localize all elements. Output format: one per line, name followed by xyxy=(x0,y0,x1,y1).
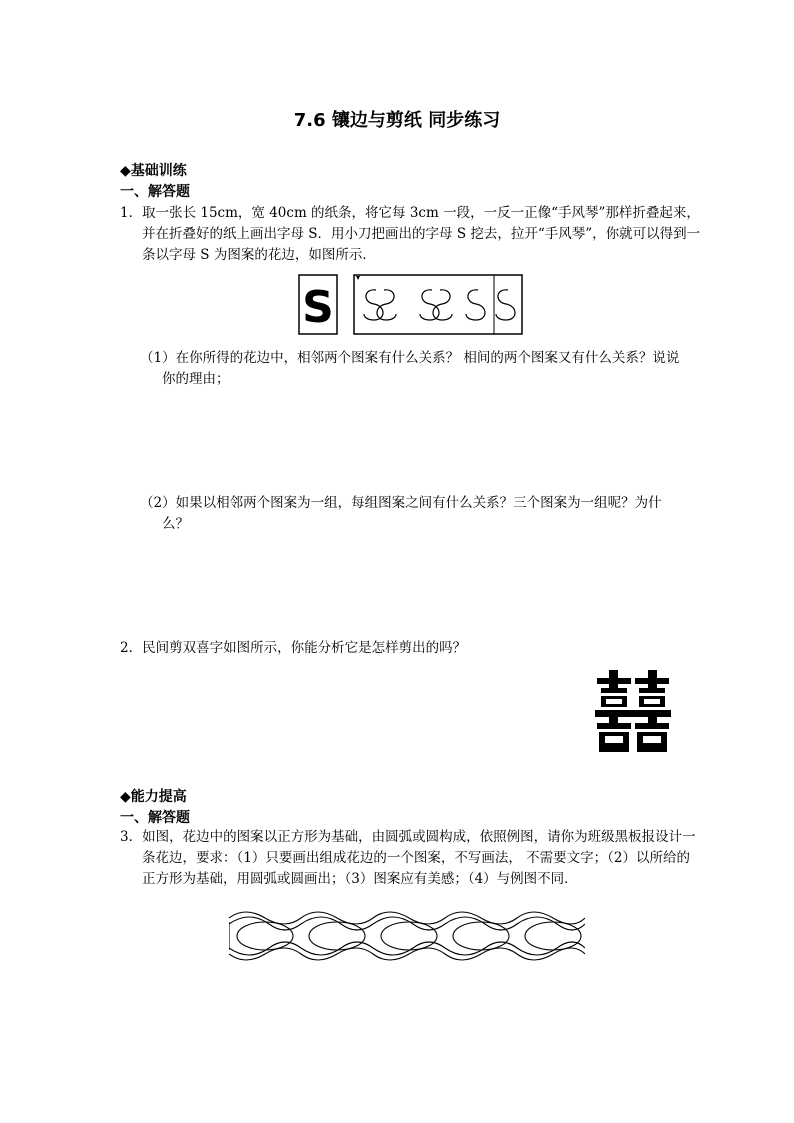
section-subheading-advanced: 一、解答题 xyxy=(120,810,190,826)
question-1-sub-2: （2）如果以相邻两个图案为一组，每组图案之间有什么关系？三个图案为一组呢？为什么？ xyxy=(140,495,662,532)
question-1-text: 1．取一张长 15cm，宽 40cm 的纸条，将它每 3cm 一段，一反一正像“手风琴”那样折叠起来，并在折叠好的纸上画出字母 S．用小刀把画出的字母 S 挖去，拉开“手风琴”，你就可以得到一条以字母 S 为图案的花边，如图所示． xyxy=(120,205,701,263)
double-happiness-figure xyxy=(595,670,671,752)
s-cutout-6 xyxy=(496,290,515,320)
section-heading-basic: ◆基础训练 xyxy=(120,163,187,179)
oval-border-figure xyxy=(229,910,585,962)
strip-marker xyxy=(356,276,360,280)
question-2-text: 2．民间剪双喜字如图所示，你能分析它是怎样剪出的吗？ xyxy=(120,640,467,656)
oval-border-pattern xyxy=(229,912,585,960)
s-template-letter: S xyxy=(302,282,334,333)
s-cutout-1 xyxy=(364,290,383,320)
s-cutout-2 xyxy=(377,290,396,320)
s-cutout-5 xyxy=(466,290,485,320)
s-cutout-pattern xyxy=(364,290,515,320)
question-3-text: 3．如图，花边中的图案以正方形为基础，由圆弧或圆构成，依照例图，请你为班级黑板报设计一条花边，要求：（1）只要画出组成花边的一个图案，不写画法， 不需要文字；（2）以所给的正方形为基础，用圆弧或圆画出；（3）图案应有美感；（4）与例图不同． xyxy=(120,829,696,887)
question-1-sub-1: （1）在你所得的花边中，相邻两个图案有什么关系？ 相间的两个图案又有什么关系？说说你的理由； xyxy=(140,350,680,387)
s-strip-figure xyxy=(298,274,524,336)
s-cutout-3 xyxy=(420,290,439,320)
section-heading-advanced: ◆能力提高 xyxy=(120,789,187,805)
page-title: 7.6 镶边与剪纸 同步练习 xyxy=(293,110,501,131)
paper-strip-frame xyxy=(354,275,522,334)
s-cutout-4 xyxy=(433,290,452,320)
section-subheading-basic: 一、解答题 xyxy=(120,184,190,200)
